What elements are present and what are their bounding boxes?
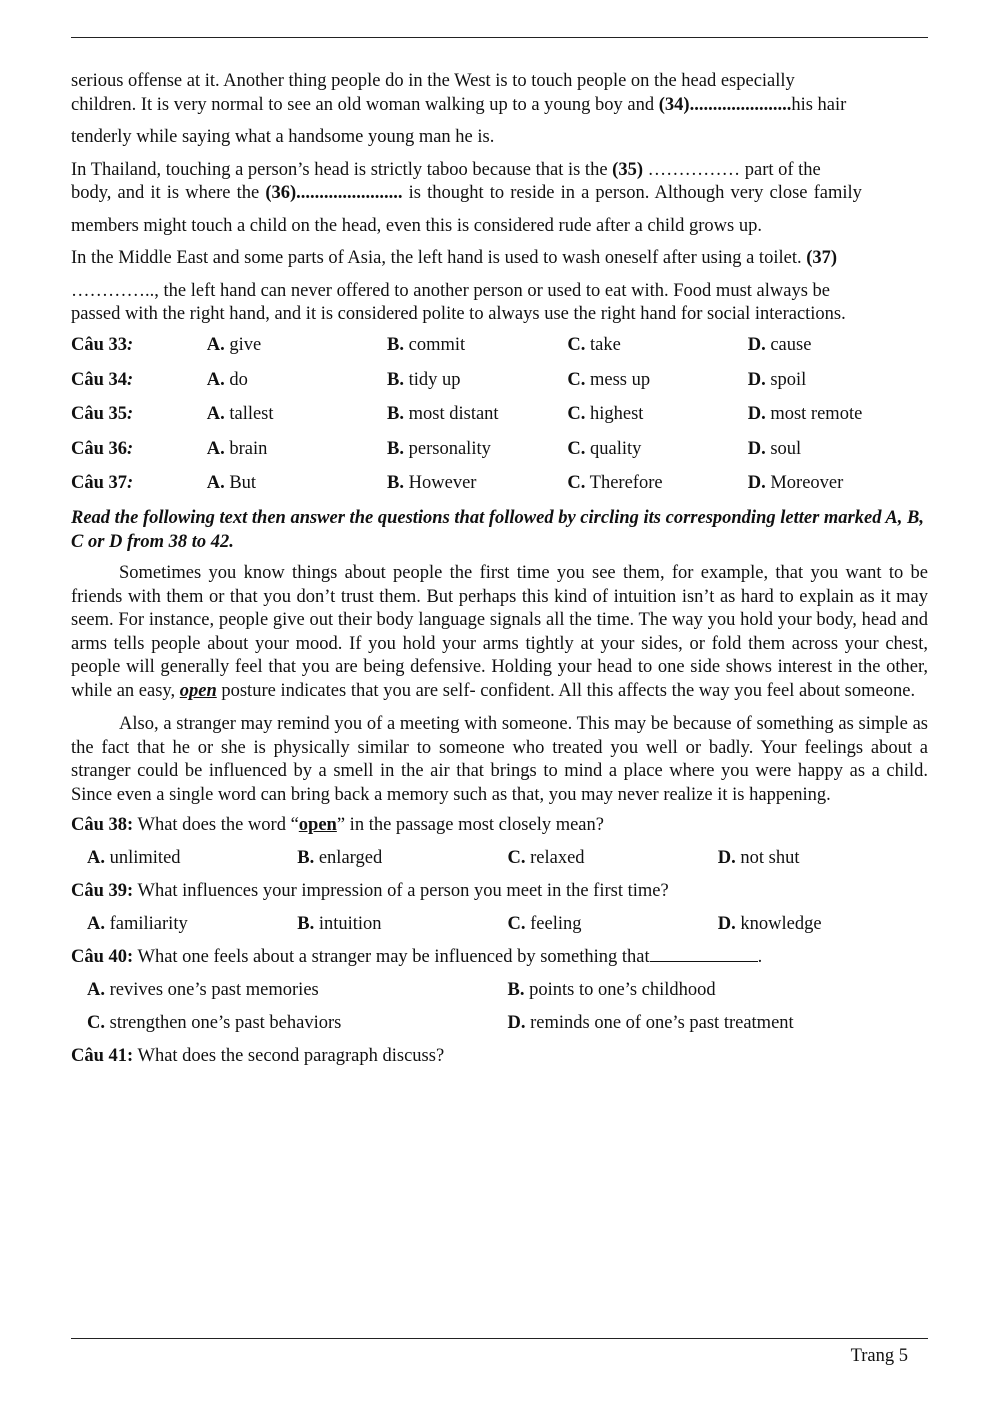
question-label: Câu 33:: [71, 335, 134, 356]
blank-34: (34)......................: [658, 94, 792, 115]
option-d[interactable]: D. reminds one of one’s past treatment: [507, 1013, 794, 1033]
passage-line: ………….., the left hand can never offered to another person or used to eat with. Food must always be: [71, 280, 830, 301]
cloze-questions: [71, 329, 928, 502]
question-label: Câu 37:: [71, 473, 134, 494]
question-row: [71, 467, 928, 502]
cloze-passage: [71, 70, 928, 327]
question-label: Câu 35:: [71, 404, 134, 425]
passage-line: members might touch a child on the head, even this is considered rude after a child grows up.: [71, 215, 762, 236]
option-a[interactable]: A. familiarity: [87, 914, 188, 934]
option-b[interactable]: B. points to one’s childhood: [507, 980, 716, 1000]
question-row: [71, 432, 928, 467]
option-c[interactable]: C. quality: [567, 438, 642, 459]
question-row: [71, 398, 928, 433]
option-d[interactable]: D. most remote: [747, 404, 863, 425]
option-c[interactable]: C. take: [567, 335, 621, 356]
passage-line: passed with the right hand, and it is considered polite to always use the right hand for social interactions.: [71, 304, 846, 324]
option-d[interactable]: D. cause: [747, 335, 812, 356]
footer-rule: [71, 1338, 928, 1339]
option-d[interactable]: D. not shut: [717, 848, 800, 868]
page-content: [71, 70, 928, 1073]
option-a[interactable]: A. tallest: [206, 404, 274, 425]
option-a[interactable]: A. But: [206, 473, 257, 494]
option-a[interactable]: A. give: [206, 335, 262, 356]
blank-36: (36).......................: [265, 183, 403, 203]
options-40-row-1: [71, 974, 928, 1007]
option-b[interactable]: B. most distant: [387, 404, 499, 425]
question-40: Câu 40: What one feels about a stranger may be influenced by something that .: [71, 947, 763, 967]
passage-line: body, and it is where the (36)....................... is thought to reside in a person. Although very close family: [71, 183, 862, 203]
options-40-row-2: [71, 1007, 928, 1040]
option-a[interactable]: A. do: [206, 369, 248, 390]
option-b[interactable]: B. intuition: [297, 914, 382, 934]
option-b[interactable]: B. enlarged: [297, 848, 383, 868]
option-b[interactable]: B. However: [387, 473, 477, 494]
option-d[interactable]: D. soul: [747, 438, 802, 459]
option-d[interactable]: D. spoil: [747, 369, 807, 390]
blank-37: (37): [806, 248, 838, 268]
question-label: Câu 34:: [71, 369, 134, 390]
reading-paragraph-2: Also, a stranger may remind you of a meeting with someone. This may be because of something as simple as the fact that he or she is physically similar to someone who treated you well or badly. Your feelings about a stranger could be influenced by a smell in the air that brings to mind a place where you were happy as a child. Since even a single word can bring back a memory such as that, you may never realize it is happening.: [71, 714, 928, 805]
passage-line: In Thailand, touching a person’s head is strictly taboo because that is the (35) …………… part of the: [71, 159, 821, 180]
header-rule: [71, 37, 928, 38]
blank-35: (35): [612, 159, 643, 180]
option-c[interactable]: C. mess up: [567, 369, 651, 390]
option-d[interactable]: D. Moreover: [747, 473, 844, 494]
option-b[interactable]: B. personality: [387, 438, 491, 459]
option-c[interactable]: C. Therefore: [567, 473, 663, 494]
section-instruction: Read the following text then answer the questions that followed by circling its corresponding letter marked A, B, C or D from 38 to 42.: [71, 508, 924, 552]
option-c[interactable]: C. highest: [567, 404, 644, 425]
passage-line: serious offense at it. Another thing people do in the West is to touch people on the head especially: [71, 71, 795, 91]
question-row: [71, 329, 928, 364]
option-d[interactable]: D. knowledge: [717, 914, 822, 934]
option-c[interactable]: C. feeling: [507, 914, 582, 934]
passage-line: children. It is very normal to see an old woman walking up to a young boy and (34)......................his hair: [71, 94, 847, 115]
options-38: [71, 842, 928, 875]
passage-line: tenderly while saying what a handsome young man he is.: [71, 127, 495, 147]
option-a[interactable]: A. unlimited: [87, 848, 181, 868]
question-row: [71, 363, 928, 398]
keyword-open: open: [298, 815, 337, 835]
page-number: Trang 5: [850, 1346, 908, 1366]
keyword-open: open: [179, 680, 217, 701]
option-b[interactable]: B. tidy up: [387, 369, 461, 390]
question-38: Câu 38: What does the word “open” in the passage most closely mean?: [71, 815, 604, 835]
option-b[interactable]: B. commit: [387, 335, 466, 356]
options-39: [71, 908, 928, 941]
reading-paragraph-1: Sometimes you know things about people the first time you see them, for example, that you want to be friends with them or that you don’t trust them. But perhaps this kind of intuition isn’t as hard to explain as it may seem. For instance, people give out their body language signals all the time. The way you hold your body, head and arms tells people about your mood. If you hold your arms tightly at your sides, or fold them across your chest, people will generally feel that you are being defensive. Holding your head to one side shows interest in the other, while an easy, open posture indicates that you are self- confident. All this affects the way you feel about someone.: [71, 563, 928, 701]
question-39: Câu 39: What influences your impression of a person you meet in the first time?: [71, 881, 669, 901]
option-c[interactable]: C. relaxed: [507, 848, 585, 868]
question-label: Câu 36:: [71, 438, 134, 459]
option-a[interactable]: A. revives one’s past memories: [87, 980, 319, 1000]
option-c[interactable]: C. strengthen one’s past behaviors: [87, 1013, 342, 1033]
passage-line: In the Middle East and some parts of Asia, the left hand is used to wash oneself after using a toilet. (37): [71, 248, 838, 268]
option-a[interactable]: A. brain: [206, 438, 268, 459]
answer-blank[interactable]: [650, 947, 758, 962]
question-41: Câu 41: What does the second paragraph discuss?: [71, 1046, 445, 1066]
